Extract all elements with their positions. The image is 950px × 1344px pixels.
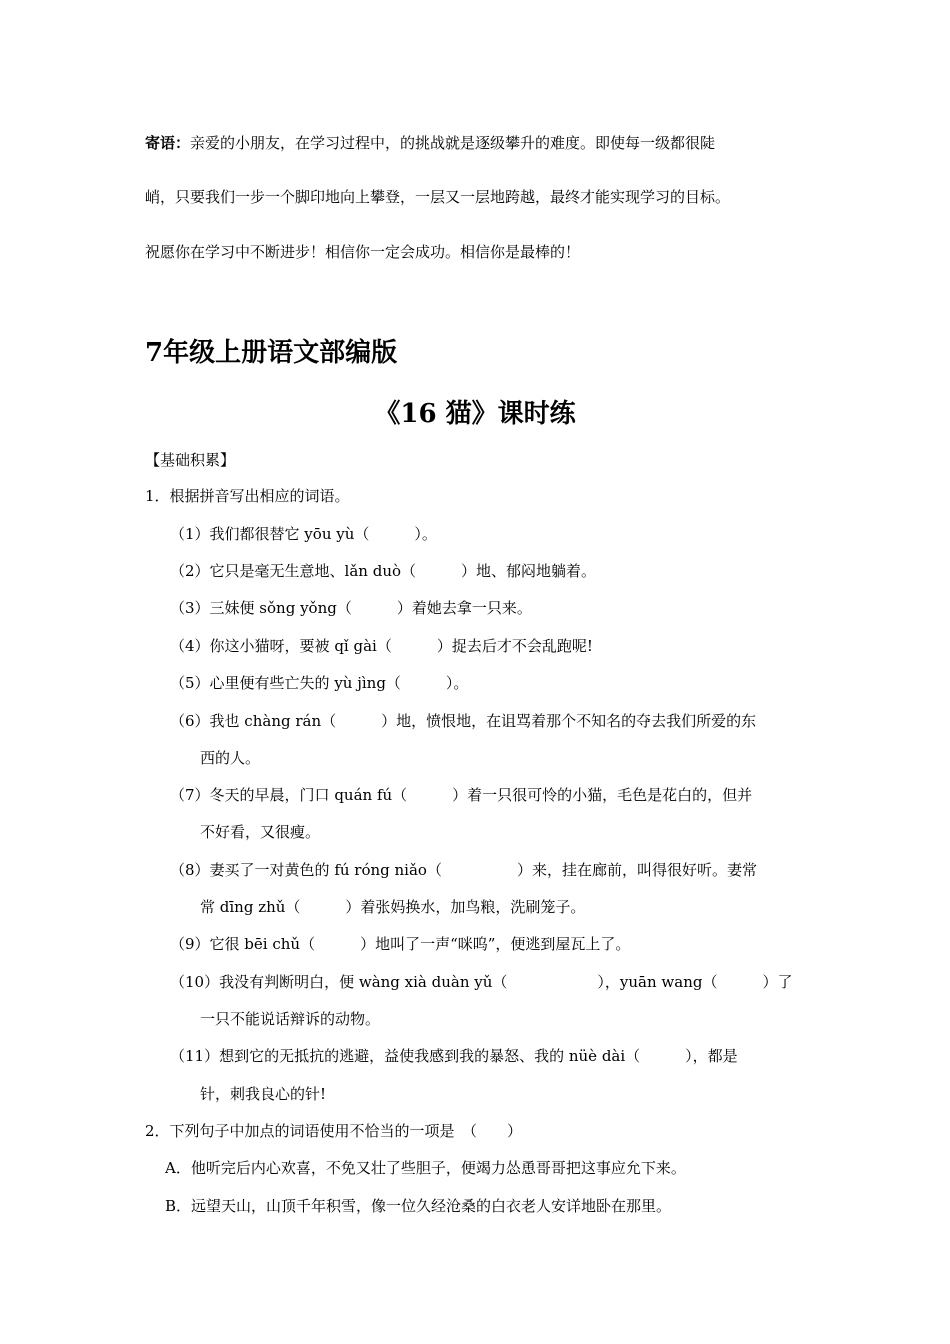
preface-line-1 <box>145 133 715 153</box>
q2-stem: 2．下列句子中加点的词语使用不恰当的一项是 （ ） <box>145 1122 523 1140</box>
q1-item-11: （11）想到它的无抵抗的逃避，益使我感到我的暴怒、我的 nüè dài（ ），都是 <box>170 1047 738 1065</box>
preface-label: 寄语： <box>145 134 191 152</box>
preface-line-2: 峭，只要我们一步一个脚印地向上攀登，一层又一层地跨越，最终才能实现学习的目标。 <box>145 188 731 206</box>
q1-item-8-cont: 常 dīng zhǔ（ ）着张妈换水，加鸟粮，洗刷笼子。 <box>200 898 586 916</box>
q1-item-3: （3）三妹便 sǒng yǒng（ ）着她去拿一只来。 <box>170 599 532 617</box>
grade-heading: 7年级上册语文部编版 <box>145 338 398 368</box>
q1-item-8: （8）妻买了一对黄色的 fú róng niǎo（ ）来，挂在廊前，叫得很好听。妻常 <box>170 861 757 879</box>
q1-item-11-cont: 针，刺我良心的针! <box>200 1085 327 1103</box>
q1-item-10-cont: 一只不能说话辩诉的动物。 <box>200 1010 381 1028</box>
q2-option-a: A．他听完后内心欢喜，不免又壮了些胆子，便竭力怂恿哥哥把这事应允下来。 <box>165 1159 686 1177</box>
q1-item-5: （5）心里便有些亡失的 yù jìng（ ）。 <box>170 674 469 692</box>
preface-line-3: 祝愿你在学习中不断进步！相信你一定会成功。相信你是最棒的！ <box>145 243 581 261</box>
q1-item-7: （7）冬天的早晨，门口 quán fú（ ）着一只很可怜的小猫，毛色是花白的，但并 <box>170 786 753 804</box>
q1-item-6-cont: 西的人。 <box>200 749 261 767</box>
q2-option-b: B．远望天山，山顶千年积雪，像一位久经沧桑的白衣老人安详地卧在那里。 <box>165 1197 672 1215</box>
q1-item-4: （4）你这小猫呀，要被 qǐ gài（ ）捉去后才不会乱跑呢! <box>170 637 593 655</box>
q1-item-6: （6）我也 chàng rán（ ）地，愤恨地，在诅骂着那个不知名的夺去我们所爱的东 <box>170 712 757 730</box>
section-label: 【基础积累】 <box>145 451 236 469</box>
q1-stem: 1．根据拼音写出相应的词语。 <box>145 487 350 505</box>
q1-item-2: （2）它只是毫无生意地、lǎn duò（ ）地、郁闷地躺着。 <box>170 562 597 580</box>
lesson-title: 《16 猫》课时练 <box>374 399 576 429</box>
preface-text-1: 亲爱的小朋友，在学习过程中，的挑战就是逐级攀升的难度。即使每一级都很陡 <box>190 134 716 152</box>
q1-item-10: （10）我没有判断明白，便 wàng xià duàn yǔ（ ），yuān wang（ ）了 <box>170 973 793 991</box>
q1-item-9: （9）它很 bēi chǔ（ ）地叫了一声“咪呜”，便逃到屋瓦上了。 <box>170 935 631 953</box>
q1-item-7-cont: 不好看，又很瘦。 <box>200 823 321 841</box>
q1-item-1: （1）我们都很替它 yōu yù（ ）。 <box>170 525 437 543</box>
